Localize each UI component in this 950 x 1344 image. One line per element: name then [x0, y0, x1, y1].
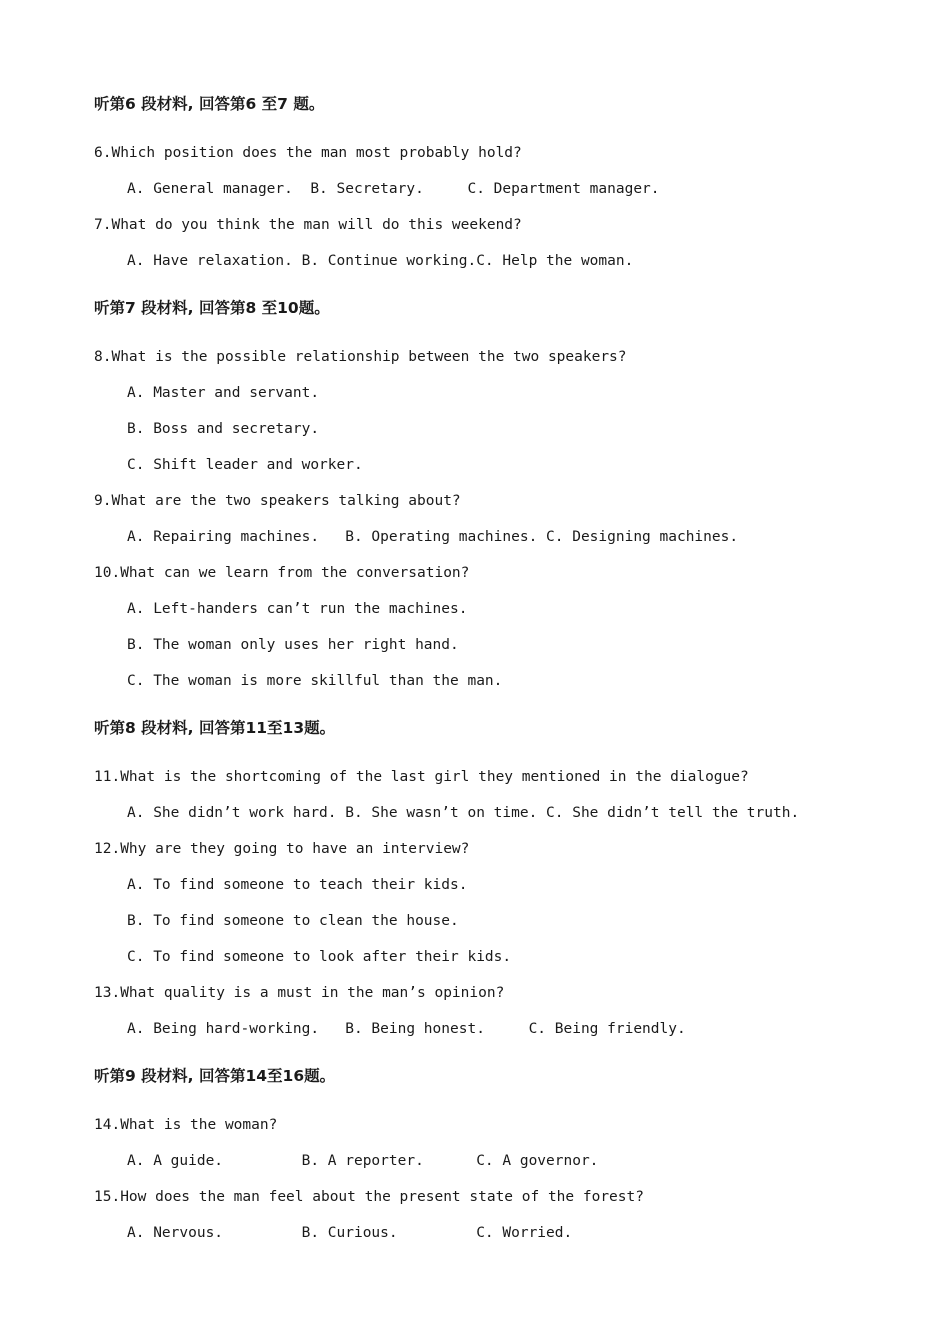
answer-option: B. The woman only uses her right hand.	[127, 637, 459, 653]
question-stem: 9.What are the two speakers talking about?	[94, 493, 461, 509]
question-stem: 12.Why are they going to have an interview?	[94, 841, 470, 857]
question-stem: 8.What is the possible relationship between the two speakers?	[94, 349, 627, 365]
question-stem: 14.What is the woman?	[94, 1117, 278, 1133]
section-heading: 听第6 段材料, 回答第6 至7 题。	[94, 95, 325, 113]
answer-option: A. Master and servant.	[127, 385, 320, 401]
section-heading: 听第9 段材料, 回答第14至16题。	[94, 1067, 336, 1085]
answer-option: B. Boss and secretary.	[127, 421, 320, 437]
answer-options: A. Have relaxation. B. Continue working.C. Help the woman.	[127, 253, 634, 269]
question-stem: 15.How does the man feel about the present state of the forest?	[94, 1189, 644, 1205]
question-stem: 6.Which position does the man most probably hold?	[94, 145, 522, 161]
answer-option: A. Left-handers can’t run the machines.	[127, 601, 468, 617]
question-stem: 11.What is the shortcoming of the last girl they mentioned in the dialogue?	[94, 769, 749, 785]
answer-option: B. To find someone to clean the house.	[127, 913, 459, 929]
answer-options: A. Repairing machines. B. Operating machines. C. Designing machines.	[127, 529, 739, 545]
answer-option: C. Shift leader and worker.	[127, 457, 363, 473]
question-stem: 10.What can we learn from the conversation?	[94, 565, 470, 581]
section-heading: 听第8 段材料, 回答第11至13题。	[94, 719, 336, 737]
answer-options: A. General manager. B. Secretary. C. Department manager.	[127, 181, 660, 197]
question-stem: 7.What do you think the man will do this weekend?	[94, 217, 522, 233]
answer-option: A. To find someone to teach their kids.	[127, 877, 468, 893]
answer-option: C. The woman is more skillful than the man.	[127, 673, 503, 689]
answer-options: A. A guide. B. A reporter. C. A governor.	[127, 1153, 599, 1169]
answer-options: A. Nervous. B. Curious. C. Worried.	[127, 1225, 573, 1241]
answer-option: C. To find someone to look after their kids.	[127, 949, 512, 965]
answer-options: A. She didn’t work hard. B. She wasn’t on time. C. She didn’t tell the truth.	[127, 805, 800, 821]
section-heading: 听第7 段材料, 回答第8 至10题。	[94, 299, 330, 317]
answer-options: A. Being hard-working. B. Being honest. C. Being friendly.	[127, 1021, 686, 1037]
question-stem: 13.What quality is a must in the man’s opinion?	[94, 985, 505, 1001]
